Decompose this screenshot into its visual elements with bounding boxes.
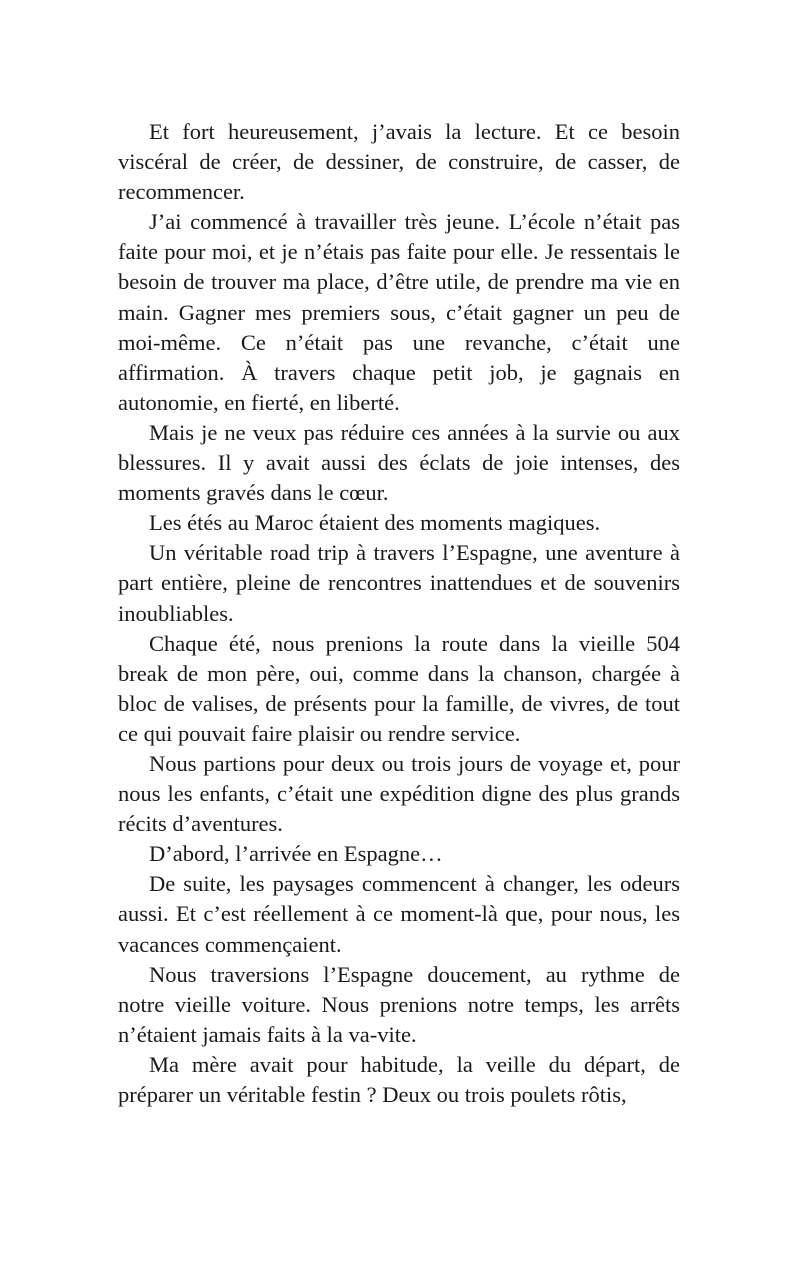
paragraph: D’abord, l’arrivée en Espagne… xyxy=(149,841,443,867)
paragraph: Les étés au Maroc étaient des moments magiques. xyxy=(149,510,601,536)
paragraph: Nous partions pour deux ou trois jours de voyage et, pour nous les enfants, c’était une expédition digne des plus grands récits d’aventures. xyxy=(118,750,680,837)
paragraph: Chaque été, nous prenions la route dans la vieille 504 break de mon père, oui, comme dans la chanson, chargée à bloc de valises, de présents pour la famille, de vivres, de tout ce qui pouvait faire plaisir ou rendre service. xyxy=(118,630,680,746)
paragraph: Et fort heureusement, j’avais la lecture. Et ce besoin viscéral de créer, de dessiner, de construire, de casser, de recommencer. xyxy=(118,119,680,205)
paragraph: Mais je ne veux pas réduire ces années à la survie ou aux blessures. Il y avait aussi des éclats de joie intenses, des moments gravés dans le cœur. xyxy=(118,419,680,506)
body-text xyxy=(118,117,680,1110)
paragraph: De suite, les paysages commencent à changer, les odeurs aussi. Et c’est réellement à ce moment-là que, pour nous, les vacances commençaient. xyxy=(118,871,680,957)
paragraph: Nous traversions l’Espagne doucement, au rythme de notre vieille voiture. Nous prenions notre temps, les arrêts n’étaient jamais faits à la va-vite. xyxy=(118,961,680,1047)
paragraph: Un véritable road trip à travers l’Espagne, une aventure à part entière, pleine de rencontres inattendues et de souvenirs inoubliables. xyxy=(118,540,680,626)
paragraph: Ma mère avait pour habitude, la veille du départ, de préparer un véritable festin ? Deux ou trois poulets rôtis, xyxy=(118,1051,680,1107)
paragraph: J’ai commencé à travailler très jeune. L’école n’était pas faite pour moi, et je n’étais pas faite pour elle. Je ressentais le besoin de trouver ma place, d’être utile, de prendre ma vie en main. Gagner mes premiers sous, c’était gagner un peu de moi-même. Ce n’était pas une revanche, c’était une affirmation. À travers chaque petit job, je gagnais en autonomie, en fierté, en liberté. xyxy=(118,209,680,415)
